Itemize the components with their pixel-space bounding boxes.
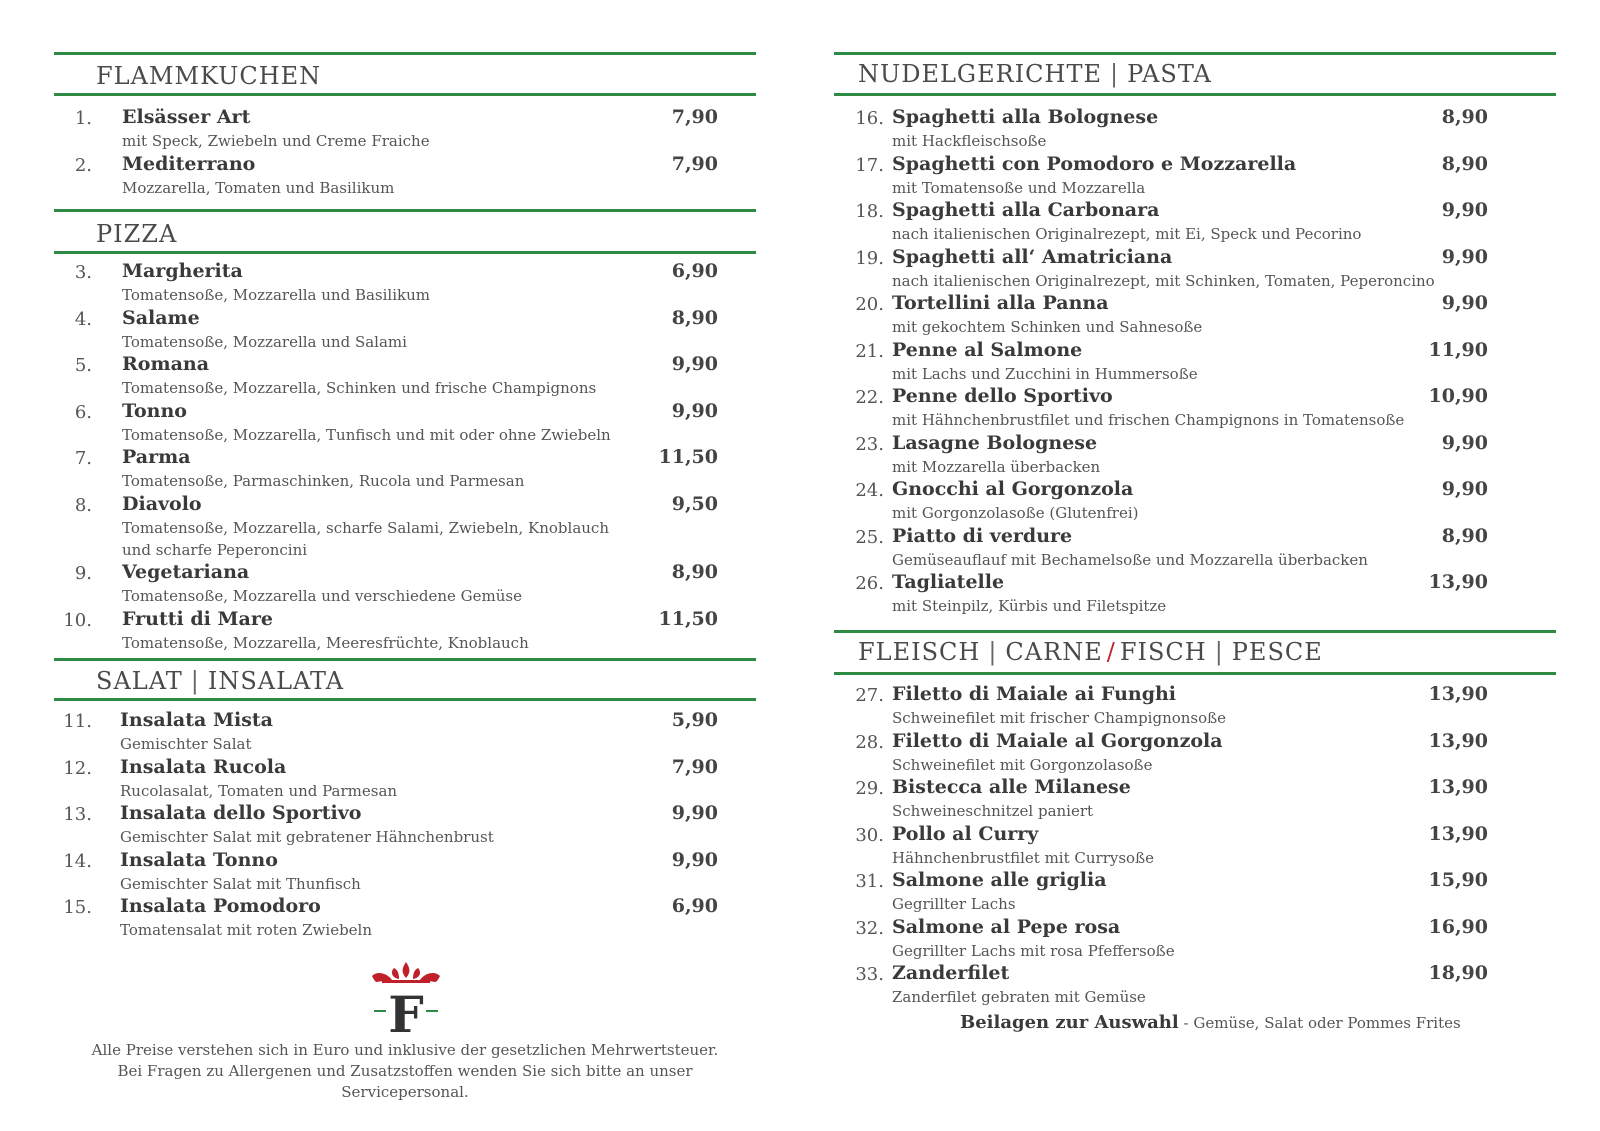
title-separator: | (190, 667, 200, 695)
item-number: 16. (855, 108, 884, 129)
item-name: Salmone al Pepe rosa (892, 915, 1121, 938)
salat-section-title (96, 667, 344, 695)
item-number: 23. (855, 433, 884, 455)
item-name: Tortellini alla Panna (892, 292, 1109, 314)
item-name: Filetto di Maiale ai Funghi (892, 683, 1177, 705)
item-price: 11,50 (658, 607, 718, 630)
item-description: mit Hackfleischsoße (892, 132, 1047, 150)
item-price: 11,50 (658, 446, 718, 468)
title-separator: | (1110, 60, 1120, 88)
item-description: Tomatensoße, Mozzarella und verschiedene Gemüse (122, 587, 523, 605)
item-number: 8. (74, 494, 92, 516)
pasta-top-rule (834, 52, 1556, 55)
item-price: 9,90 (1441, 292, 1488, 314)
item-description: Tomatensalat mit roten Zwiebeln (120, 921, 373, 939)
footer-line-1: Alle Preise verstehen sich in Euro und inklusive der gesetzlichen Mehrwertsteuer. (91, 1041, 719, 1059)
item-name: Parma (122, 446, 191, 468)
item-number: 11. (63, 711, 92, 732)
fleisch-section-title (858, 638, 1323, 666)
item-description: Hähnchenbrustfilet mit Currysoße (892, 848, 1154, 867)
item-number: 12. (63, 757, 92, 779)
item-number: 26. (855, 573, 884, 594)
item-number: 21. (855, 340, 884, 362)
side-dishes-text: - Gemüse, Salat oder Pommes Frites (1183, 1014, 1461, 1032)
salat-top-rule (54, 658, 756, 661)
item-name: Salame (122, 306, 200, 329)
item-price: 8,90 (1441, 152, 1488, 175)
title-text-quaternary: PESCE (1231, 638, 1323, 666)
item-description: Tomatensoße, Mozzarella und Salami (122, 332, 407, 351)
item-number: 17. (855, 154, 884, 176)
item-name: Spaghetti con Pomodoro e Mozzarella (892, 152, 1297, 175)
title-text: PIZZA (96, 220, 178, 248)
item-number: 25. (855, 526, 884, 548)
title-text-secondary: PASTA (1127, 60, 1212, 88)
item-description: Schweineschnitzel paniert (892, 802, 1094, 820)
item-number: 30. (855, 824, 884, 846)
item-number: 28. (855, 731, 884, 753)
item-name: Insalata Pomodoro (120, 895, 321, 917)
item-number: 7. (74, 448, 92, 469)
flammkuchen-section-title (96, 62, 321, 90)
item-number: 4. (74, 308, 92, 330)
item-description: Mozzarella, Tomaten und Basilikum (122, 178, 395, 197)
item-name: Spaghetti alla Carbonara (892, 199, 1160, 221)
item-name: Insalata Tonno (120, 848, 278, 871)
item-number: 31. (855, 871, 884, 892)
item-price: 6,90 (671, 260, 718, 282)
price-notice (54, 1040, 756, 1103)
item-price: 9,90 (1441, 199, 1488, 221)
flammkuchen-bottom-rule (54, 93, 756, 96)
item-price: 11,90 (1428, 338, 1488, 361)
item-name: Bistecca alle Milanese (892, 776, 1131, 798)
item-description: nach italienischen Originalrezept, mit Schinken, Tomaten, Peperoncino (892, 271, 1435, 290)
item-number: 2. (74, 154, 92, 176)
item-description: Schweinefilet mit frischer Champignonsoße (892, 709, 1227, 727)
item-description: Gemischter Salat mit Thunfisch (120, 874, 361, 893)
item-name: Insalata Rucola (120, 755, 287, 778)
item-description: Tomatensoße, Mozzarella, Schinken und frische Champignons (122, 379, 597, 397)
item-name: Margherita (122, 260, 243, 282)
item-name: Spaghetti all‘ Amatriciana (892, 245, 1173, 268)
item-description: Tomatensoße, Mozzarella, Tunfisch und mit oder ohne Zwiebeln (122, 425, 611, 444)
item-price: 18,90 (1428, 962, 1488, 984)
item-description: Tomatensoße, Mozzarella, scharfe Salami, Zwiebeln, Knoblauch (122, 518, 609, 537)
item-name: Romana (122, 353, 210, 375)
item-number: 27. (855, 685, 884, 706)
title-text-secondary: CARNE (1005, 638, 1103, 666)
item-price: 13,90 (1428, 729, 1488, 752)
item-description: Schweinefilet mit Gorgonzolasoße (892, 755, 1153, 774)
item-number: 13. (63, 804, 92, 825)
item-description: mit Steinpilz, Kürbis und Filetspitze (892, 597, 1167, 615)
item-name: Zanderfilet (892, 962, 1010, 984)
item-description: Gegrillter Lachs mit rosa Pfeffersoße (892, 941, 1175, 960)
item-name: Mediterrano (122, 152, 256, 175)
item-price: 6,90 (671, 895, 718, 917)
item-price: 5,90 (671, 709, 718, 731)
logo-letter: F (388, 985, 424, 1038)
item-number: 6. (74, 401, 92, 423)
pasta-bottom-rule (834, 93, 1556, 96)
title-text: SALAT (96, 667, 183, 695)
item-name: Insalata dello Sportivo (120, 802, 362, 824)
item-name: Filetto di Maiale al Gorgonzola (892, 729, 1223, 752)
item-number: 14. (63, 850, 92, 872)
footer-line-2: Bei Fragen zu Allergenen und Zusatzstoffen wenden Sie sich bitte an unser Servicepersonal. (117, 1062, 693, 1101)
pizza-top-rule (54, 209, 756, 212)
title-text: FLEISCH (858, 638, 981, 666)
fleisch-bottom-rule (834, 672, 1556, 675)
item-price: 13,90 (1428, 571, 1488, 593)
title-text: NUDELGERICHTE (858, 60, 1102, 88)
item-name: Pollo al Curry (892, 822, 1039, 845)
item-description: mit gekochtem Schinken und Sahnesoße (892, 318, 1203, 336)
item-price: 13,90 (1428, 683, 1488, 705)
pasta-section-title (858, 60, 1212, 88)
item-description: Zanderfilet gebraten mit Gemüse (892, 988, 1146, 1006)
item-number: 1. (74, 108, 92, 129)
title-separator: | (1214, 638, 1224, 666)
item-name: Elsässer Art (122, 106, 251, 128)
title-separator: | (988, 638, 998, 666)
item-number: 5. (74, 355, 92, 376)
item-description: Tomatensoße, Mozzarella und Basilikum (122, 286, 430, 304)
flammkuchen-top-rule (54, 52, 756, 55)
fleisch-top-rule (834, 630, 1556, 633)
item-description: Gegrillter Lachs (892, 895, 1016, 913)
item-price: 9,50 (671, 492, 718, 515)
item-price: 13,90 (1428, 776, 1488, 798)
item-price: 9,90 (671, 802, 718, 824)
item-price: 8,90 (671, 561, 718, 583)
item-name: Penne dello Sportivo (892, 385, 1113, 407)
title-slash: / (1106, 638, 1116, 666)
item-description: mit Hähnchenbrustfilet und frischen Champignons in Tomatensoße (892, 411, 1405, 429)
item-number: 15. (63, 897, 92, 918)
item-price: 7,90 (671, 106, 718, 128)
restaurant-logo (368, 960, 444, 1038)
item-name: Lasagne Bolognese (892, 431, 1098, 454)
item-name: Frutti di Mare (122, 607, 273, 630)
item-description: mit Lachs und Zucchini in Hummersoße (892, 364, 1198, 383)
item-name: Vegetariana (122, 561, 250, 583)
item-number: 32. (855, 917, 884, 939)
item-price: 8,90 (1441, 524, 1488, 547)
item-price: 9,90 (671, 353, 718, 375)
item-price: 15,90 (1428, 869, 1488, 891)
item-name: Spaghetti alla Bolognese (892, 106, 1159, 128)
item-price: 9,90 (671, 848, 718, 871)
item-price: 7,90 (671, 755, 718, 778)
item-number: 9. (74, 563, 92, 584)
item-name: Gnocchi al Gorgonzola (892, 478, 1134, 500)
item-name: Salmone alle griglia (892, 869, 1107, 891)
item-name: Penne al Salmone (892, 338, 1083, 361)
item-price: 13,90 (1428, 822, 1488, 845)
item-price: 9,90 (671, 399, 718, 422)
title-text-secondary: INSALATA (207, 667, 345, 695)
title-text-tertiary: FISCH (1119, 638, 1207, 666)
item-number: 33. (855, 964, 884, 985)
pizza-section-title (96, 220, 177, 248)
pizza-bottom-rule (54, 251, 756, 254)
item-name: Diavolo (122, 492, 202, 515)
item-description: mit Speck, Zwiebeln und Creme Fraiche (122, 132, 430, 150)
item-price: 9,90 (1441, 245, 1488, 268)
item-name: Piatto di verdure (892, 524, 1073, 547)
item-number: 19. (855, 247, 884, 269)
fleur-crown-icon (368, 960, 444, 1038)
item-description: mit Tomatensoße und Mozzarella (892, 178, 1146, 197)
item-price: 8,90 (671, 306, 718, 329)
item-number: 18. (855, 201, 884, 222)
item-description: Gemischter Salat mit gebratener Hähnchenbrust (120, 828, 494, 846)
item-description-line-2: und scharfe Peperoncini (122, 540, 308, 559)
item-price: 8,90 (1441, 106, 1488, 128)
item-number: 24. (855, 480, 884, 501)
salat-bottom-rule (54, 698, 756, 701)
item-description: Gemischter Salat (120, 735, 252, 753)
item-price: 9,90 (1441, 478, 1488, 500)
item-number: 10. (63, 609, 92, 631)
item-name: Tonno (122, 399, 187, 422)
item-name: Insalata Mista (120, 709, 273, 731)
item-price: 10,90 (1428, 385, 1488, 407)
item-number: 22. (855, 387, 884, 408)
item-price: 7,90 (671, 152, 718, 175)
item-description: Rucolasalat, Tomaten und Parmesan (120, 781, 398, 800)
item-name: Tagliatelle (892, 571, 1005, 593)
item-number: 20. (855, 294, 884, 315)
item-description: Tomatensoße, Mozzarella, Meeresfrüchte, Knoblauch (122, 633, 529, 652)
item-description: nach italienischen Originalrezept, mit Ei, Speck und Pecorino (892, 225, 1362, 243)
side-dishes-label: Beilagen zur Auswahl (960, 1012, 1179, 1033)
title-text: FLAMMKUCHEN (96, 62, 322, 90)
item-description: Gemüseauflauf mit Bechamelsoße und Mozzarella überbacken (892, 550, 1368, 569)
item-description: mit Gorgonzolasoße (Glutenfrei) (892, 504, 1139, 522)
item-number: 3. (74, 262, 92, 283)
item-number: 29. (855, 778, 884, 799)
side-dishes-note (960, 1012, 1461, 1033)
item-price: 16,90 (1428, 915, 1488, 938)
item-description: Tomatensoße, Parmaschinken, Rucola und Parmesan (122, 472, 525, 490)
item-price: 9,90 (1441, 431, 1488, 454)
item-description: mit Mozzarella überbacken (892, 457, 1101, 476)
